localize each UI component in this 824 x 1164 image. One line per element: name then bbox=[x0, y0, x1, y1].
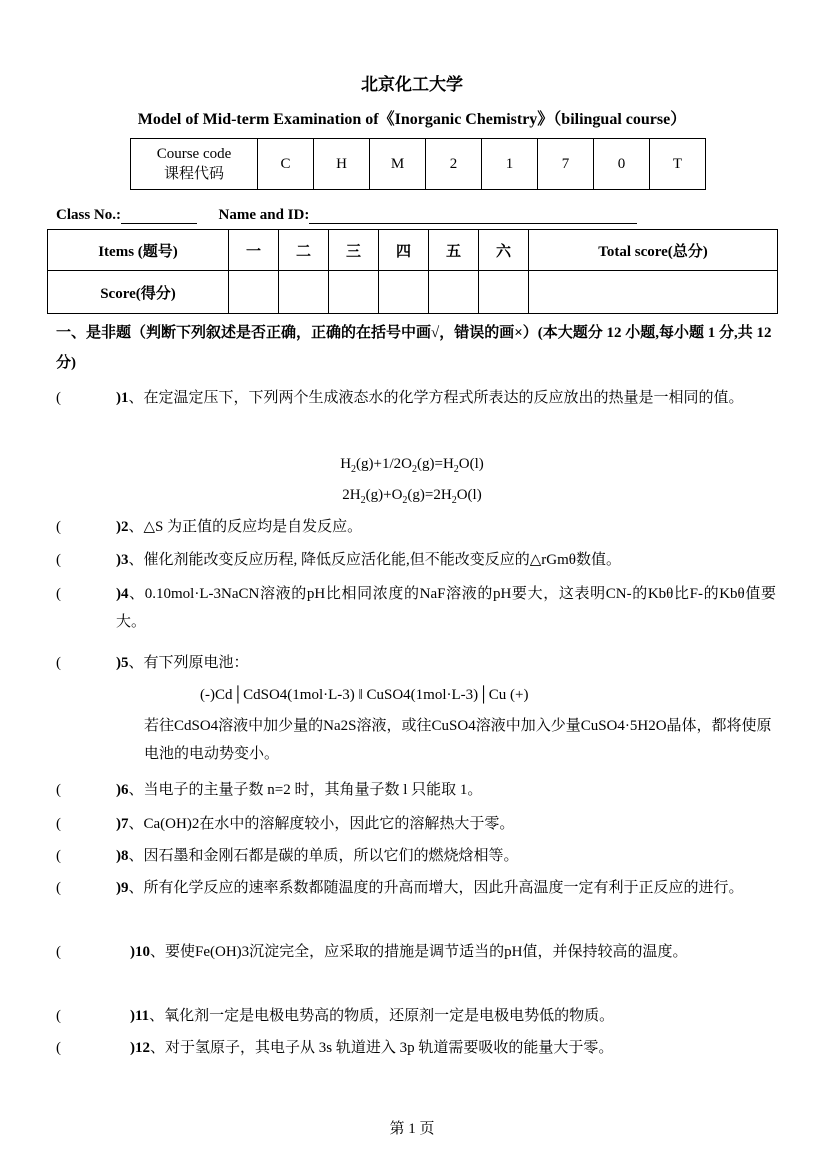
page-number: 第 1 页 bbox=[389, 1121, 435, 1137]
answer-paren[interactable]: ( bbox=[56, 390, 61, 406]
galvanic-cell-text: (-)Cd│CdSO4(1mol·L-3) ‖ CuSO4(1mol·L-3)│Cu (+) bbox=[200, 687, 529, 703]
university-title: 北京化工大学 bbox=[361, 75, 463, 94]
question-text: 、要使Fe(OH)3沉淀完全，应采取的措施是调节适当的pH值，并保持较高的温度。 bbox=[150, 944, 688, 960]
course-code-label-cn: 课程代码 bbox=[163, 166, 224, 182]
answer-paren[interactable]: ( bbox=[56, 655, 61, 671]
question-text: 、因石墨和金刚石都是碳的单质，所以它们的燃烧焓相等。 bbox=[128, 848, 519, 864]
total-score-cell[interactable] bbox=[529, 271, 778, 314]
item-number: 三 bbox=[329, 230, 379, 271]
answer-paren[interactable]: ( bbox=[56, 944, 61, 960]
answer-paren[interactable]: ( bbox=[56, 552, 61, 568]
question-5-continued bbox=[144, 712, 774, 768]
course-code-char: 1 bbox=[482, 139, 538, 190]
question-number: )11 bbox=[130, 1008, 150, 1024]
section-1-title bbox=[56, 318, 774, 378]
answer-paren[interactable]: ( bbox=[56, 848, 61, 864]
question-text: 、所有化学反应的速率系数都随温度的升高而增大，因此升高温度一定有利于正反应的进行。 bbox=[128, 880, 744, 896]
total-score-header: Total score(总分) bbox=[529, 230, 778, 271]
item-number: 一 bbox=[229, 230, 279, 271]
course-code-char: M bbox=[370, 139, 426, 190]
course-code-label-en: Course code bbox=[156, 146, 232, 162]
course-code-char: C bbox=[258, 139, 314, 190]
question-text: 、对于氢原子，其电子从 3s 轨道进入 3p 轨道需要吸收的能量大于零。 bbox=[150, 1040, 614, 1056]
answer-paren[interactable]: ( bbox=[56, 880, 61, 896]
question-text: 、Ca(OH)2在水中的溶解度较小，因此它的溶解热大于零。 bbox=[128, 816, 515, 832]
score-cell[interactable] bbox=[479, 271, 529, 314]
score-cell[interactable] bbox=[379, 271, 429, 314]
question-number: )10 bbox=[130, 944, 150, 960]
course-code-char: T bbox=[650, 139, 706, 190]
class-no-blank[interactable] bbox=[121, 207, 197, 224]
items-header: Items (题号) bbox=[48, 230, 229, 271]
equation-2: $2H_2(g)+O_2(g)=2H_2O(l)$ bbox=[342, 487, 482, 506]
question-text: 、氧化剂一定是电极电势高的物质，还原剂一定是电极电势低的物质。 bbox=[149, 1008, 615, 1024]
score-cell[interactable] bbox=[229, 271, 279, 314]
answer-paren[interactable]: ( bbox=[56, 586, 61, 602]
item-number: 五 bbox=[429, 230, 479, 271]
student-info-line bbox=[56, 207, 637, 224]
question-number: )9 bbox=[116, 880, 129, 896]
question-number: )8 bbox=[116, 848, 129, 864]
exam-title: Model of Mid-term Examination of《Inorganic Chemistry》（bilingual course） bbox=[137, 111, 687, 128]
course-code-label bbox=[131, 139, 258, 190]
answer-paren[interactable]: ( bbox=[56, 782, 61, 798]
question-text: 、当电子的主量子数 n=2 时，其角量子数 l 只能取 1。 bbox=[128, 782, 483, 798]
score-cell[interactable] bbox=[429, 271, 479, 314]
question-text: 、△S 为正值的反应均是自发反应。 bbox=[128, 519, 363, 535]
course-code-char: 0 bbox=[594, 139, 650, 190]
question-text: 、有下列原电池： bbox=[128, 655, 249, 671]
question-text: 、催化剂能改变反应历程, 降低反应活化能,但不能改变反应的△rGmθ数值。 bbox=[128, 552, 621, 568]
question-number: )1 bbox=[116, 390, 129, 406]
section-1-heading: 一、是非题（判断下列叙述是否正确，正确的在括号中画√，错误的画×）(本大题分 12 小题,每小题 1 分,共 12 分) bbox=[56, 325, 772, 371]
answer-paren[interactable]: ( bbox=[56, 816, 61, 832]
score-row-label: Score(得分) bbox=[48, 271, 229, 314]
question-text: 、在定温定压下，下列两个生成液态水的化学方程式所表达的反应放出的热量是一相同的值。 bbox=[128, 390, 744, 406]
question-number: )2 bbox=[116, 519, 129, 535]
question-text: 若往CdSO4溶液中加少量的Na2S溶液，或往CuSO4溶液中加入少量CuSO4·5H2O晶体，都将使原电池的电动势变小。 bbox=[144, 718, 772, 762]
answer-paren[interactable]: ( bbox=[56, 1008, 61, 1024]
item-number: 四 bbox=[379, 230, 429, 271]
equation-1: $H_2(g)+1/2O_2(g)=H_2O(l)$ bbox=[340, 456, 484, 475]
answer-paren[interactable]: ( bbox=[56, 1040, 61, 1056]
question-number: )7 bbox=[116, 816, 129, 832]
score-cell[interactable] bbox=[279, 271, 329, 314]
name-id-blank[interactable] bbox=[309, 207, 637, 224]
course-code-char: 7 bbox=[538, 139, 594, 190]
course-code-char: 2 bbox=[426, 139, 482, 190]
question-text: 、0.10mol·L-3NaCN溶液的pH比相同浓度的NaF溶液的pH要大，这表明CN-的Kbθ比F-的Kbθ值要大。 bbox=[116, 586, 776, 630]
galvanic-cell-notation bbox=[200, 681, 760, 709]
item-number: 六 bbox=[479, 230, 529, 271]
course-code-char: H bbox=[314, 139, 370, 190]
score-cell[interactable] bbox=[329, 271, 379, 314]
question-number: )6 bbox=[116, 782, 129, 798]
course-code-table bbox=[130, 138, 706, 190]
question-number: )12 bbox=[130, 1040, 150, 1056]
class-no-label: Class No.: bbox=[56, 207, 122, 223]
name-id-label: Name and ID: bbox=[218, 207, 310, 223]
score-table bbox=[47, 229, 778, 314]
item-number: 二 bbox=[279, 230, 329, 271]
question-number: )4 bbox=[116, 586, 129, 602]
question-number: )5 bbox=[116, 655, 129, 671]
answer-paren[interactable]: ( bbox=[56, 519, 61, 535]
question-number: )3 bbox=[116, 552, 129, 568]
